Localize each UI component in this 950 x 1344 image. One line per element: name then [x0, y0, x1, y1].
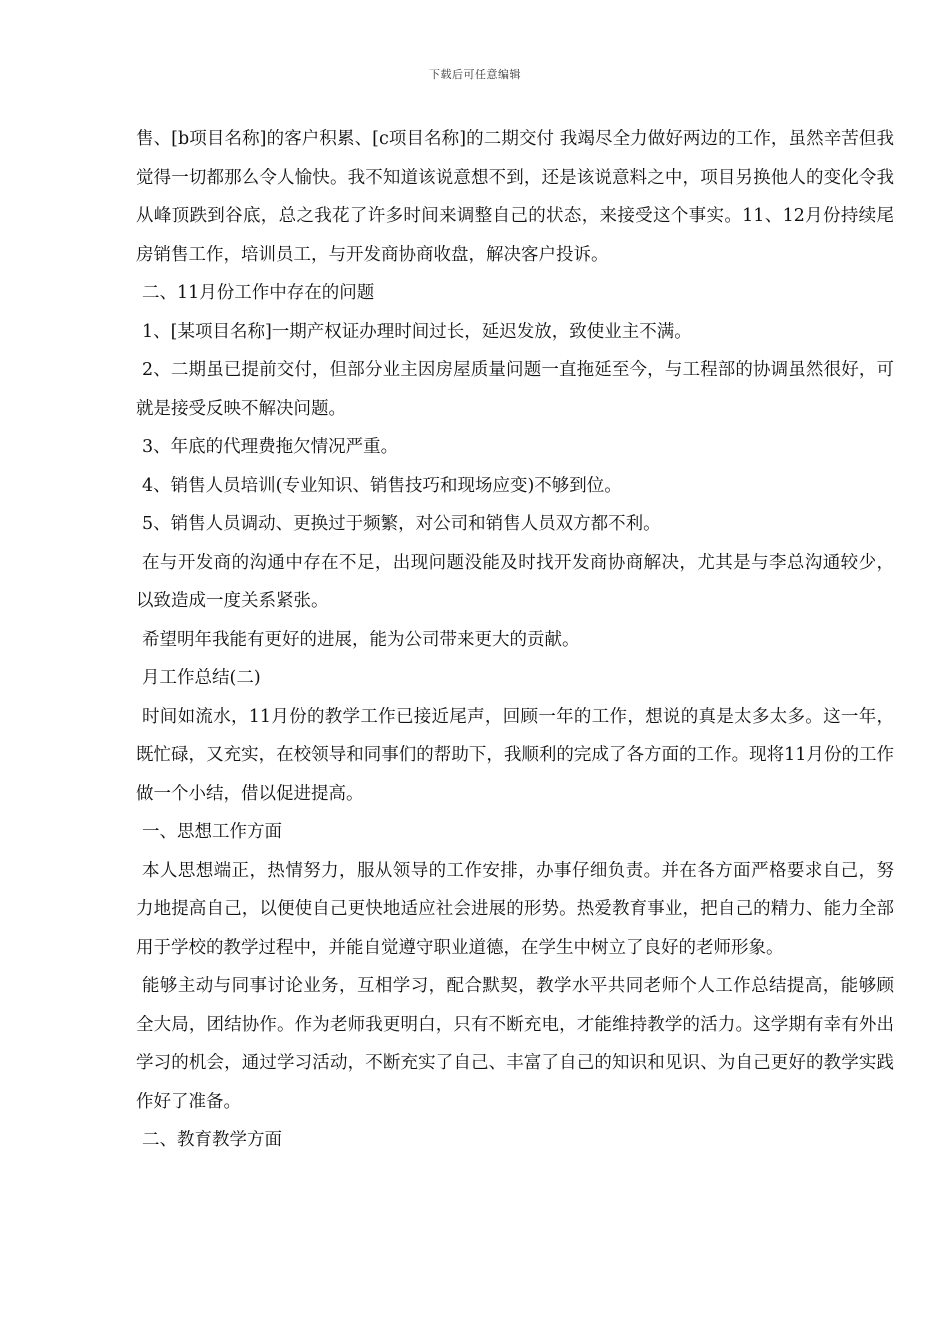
- section-heading-problems: 二、11月份工作中存在的问题: [142, 283, 375, 303]
- list-item: 3、年底的代理费拖欠情况严重。: [142, 437, 399, 457]
- section-title: 月工作总结(二): [142, 668, 261, 688]
- list-item: 2、二期虽已提前交付，但部分业主因房屋质量问题一直拖延至今，与工程部的协调虽然很好，可就是接受反映不解决问题。: [136, 360, 894, 419]
- list-item: 4、销售人员培训(专业知识、销售技巧和现场应变)不够到位。: [142, 475, 622, 496]
- section-heading-thought: 一、思想工作方面: [142, 822, 282, 842]
- paragraph: 在与开发商的沟通中存在不足，出现问题没能及时找开发商协商解决，尤其是与李总沟通较少，以致造成一度关系紧张。: [136, 552, 894, 611]
- paragraph: 时间如流水，11月份的教学工作已接近尾声，回顾一年的工作，想说的真是太多太多。这一年，既忙碌，又充实，在校领导和同事们的帮助下，我顺利的完成了各方面的工作。现将11月份的工作做一个小结，借以促进提高。: [136, 706, 894, 804]
- paragraph: 能够主动与同事讨论业务，互相学习，配合默契，教学水平共同老师个人工作总结提高，能够顾全大局，团结协作。作为老师我更明白，只有不断充电，才能维持教学的活力。这学期有幸有外出学习的机会，通过学习活动，不断充实了自己、丰富了自己的知识和见识、为自己更好的教学实践作好了准备。: [136, 976, 894, 1112]
- paragraph: 本人思想端正，热情努力，服从领导的工作安排，办事仔细负责。并在各方面严格要求自己，努力地提高自己，以便使自己更快地适应社会进展的形势。热爱教育事业，把自己的精力、能力全部用于学校的教学过程中，并能自觉遵守职业道德，在学生中树立了良好的老师形象。: [136, 860, 894, 958]
- paragraph-continuation: 售、[b项目名称]的客户积累、[c项目名称]的二期交付 我竭尽全力做好两边的工作，虽然辛苦但我觉得一切都那么令人愉快。我不知道该说意想不到，还是该说意料之中，项目另换他人的变化令我从峰顶跌到谷底，总之我花了许多时间来调整自己的状态，来接受这个事实。11、12月份持续尾房销售工作，培训员工，与开发商协商收盘，解决客户投诉。: [136, 129, 894, 265]
- page-header: 下载后可任意编辑: [429, 68, 521, 81]
- paragraph: 希望明年我能有更好的进展，能为公司带来更大的贡献。: [142, 629, 580, 650]
- list-item: 5、销售人员调动、更换过于频繁，对公司和销售人员双方都不利。: [142, 514, 661, 534]
- document-body: [136, 120, 894, 1160]
- list-item: 1、[某项目名称]一期产权证办理时间过长，延迟发放，致使业主不满。: [142, 321, 692, 342]
- section-heading-teaching: 二、教育教学方面: [142, 1130, 282, 1150]
